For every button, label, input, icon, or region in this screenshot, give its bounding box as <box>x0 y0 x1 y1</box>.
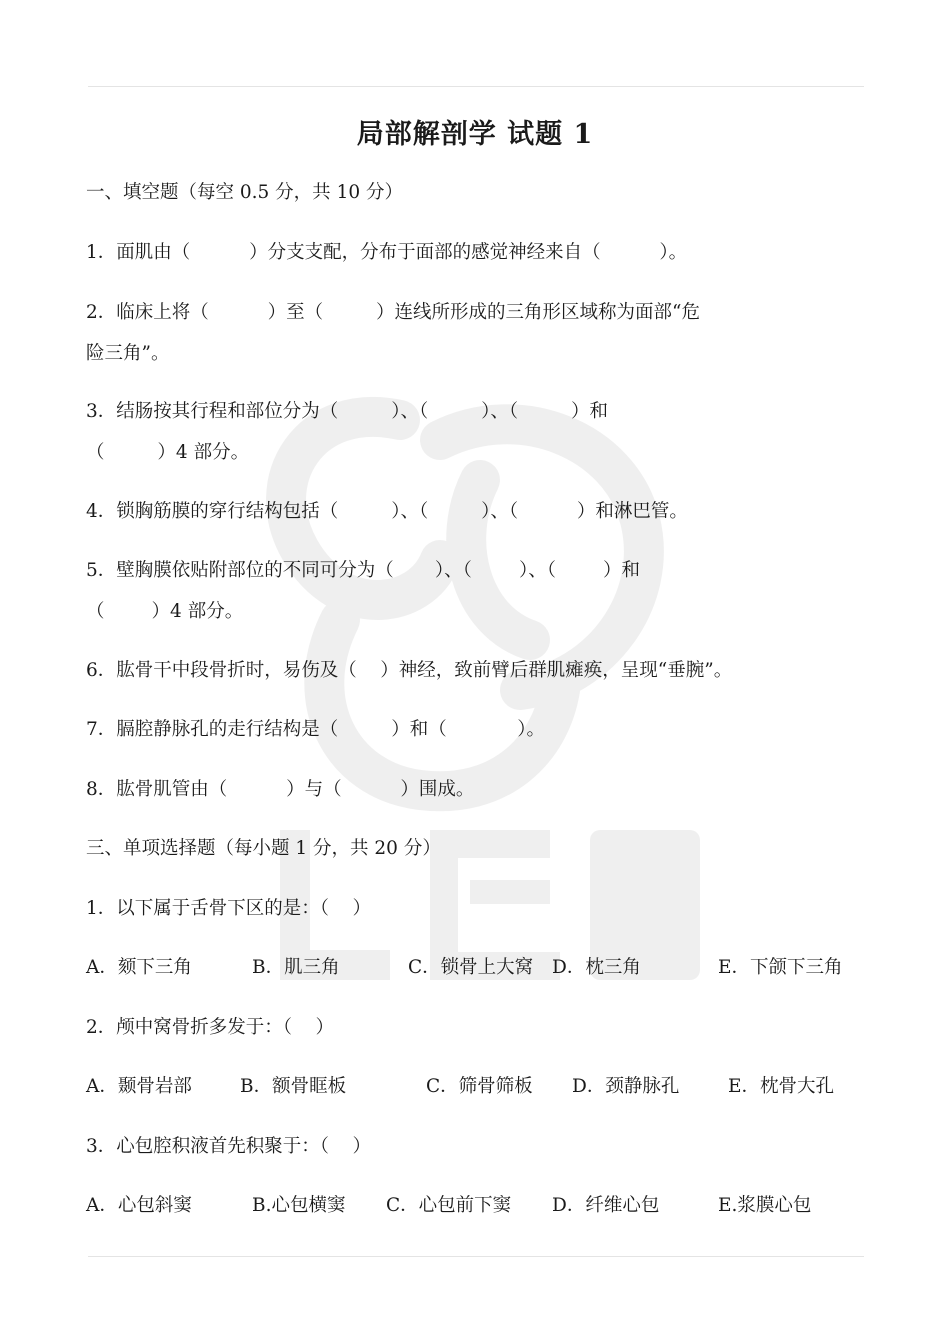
section-heading-fill-blank: 一、填空题（每空 0.5 分，共 10 分） <box>86 182 403 203</box>
choice-question-3-option-d: D．纤维心包 <box>552 1195 660 1216</box>
choice-question-1-option-d: D．枕三角 <box>552 957 641 978</box>
choice-question-3-option-c: C．心包前下窦 <box>386 1195 512 1216</box>
bottom-divider <box>88 1256 864 1257</box>
fill-question-2-line-2: 险三角”。 <box>86 343 170 364</box>
section-heading-single-choice: 三、单项选择题（每小题 1 分，共 20 分） <box>86 838 441 859</box>
choice-question-3-stem: 3．心包腔积液首先积聚于：（ ） <box>86 1136 372 1157</box>
fill-question-7: 7．膈腔静脉孔的走行结构是（ ）和（ ）。 <box>86 719 546 740</box>
choice-question-3-option-a: A．心包斜窦 <box>86 1195 192 1216</box>
choice-question-1-option-e: E．下颌下三角 <box>718 957 843 978</box>
fill-question-4: 4．锁胸筋膜的穿行结构包括（ ）、（ ）、（ ）和淋巴管。 <box>86 501 688 522</box>
choice-question-2-stem: 2．颅中窝骨折多发于：（ ） <box>86 1017 335 1038</box>
fill-question-2-line-1: 2．临床上将（ ）至（ ）连线所形成的三角形区域称为面部“危 <box>86 302 700 323</box>
choice-question-2-option-b: B．额骨眶板 <box>240 1076 347 1097</box>
choice-question-2-option-e: E．枕骨大孔 <box>728 1076 835 1097</box>
choice-question-1-stem: 1．以下属于舌骨下区的是：（ ） <box>86 898 372 919</box>
fill-question-5-line-1: 5．壁胸膜依贴附部位的不同可分为（ ）、（ ）、（ ）和 <box>86 560 641 581</box>
choice-question-1-option-b: B．肌三角 <box>252 957 340 978</box>
fill-question-5-line-2: （ ）4 部分。 <box>86 601 244 622</box>
fill-question-3-line-1: 3．结肠按其行程和部位分为（ ）、（ ）、（ ）和 <box>86 401 609 422</box>
top-divider <box>88 86 864 87</box>
fill-question-3-line-2: （ ）4 部分。 <box>86 442 250 463</box>
fill-question-1: 1．面肌由（ ）分支支配，分布于面部的感觉神经来自（ ）。 <box>86 242 688 263</box>
page-title: 局部解剖学 试题 1 <box>356 119 594 150</box>
choice-question-3-option-b: B.心包横窦 <box>252 1195 346 1216</box>
choice-question-1-option-c: C．锁骨上大窝 <box>408 957 534 978</box>
fill-question-6: 6．肱骨干中段骨折时，易伤及（ ）神经，致前臂后群肌瘫痪，呈现“垂腕”。 <box>86 660 733 681</box>
choice-question-2-option-a: A．颞骨岩部 <box>86 1076 192 1097</box>
choice-question-2-option-c: C．筛骨筛板 <box>426 1076 533 1097</box>
choice-question-2-option-d: D．颈静脉孔 <box>572 1076 680 1097</box>
fill-question-8: 8．肱骨肌管由（ ）与（ ）围成。 <box>86 779 475 800</box>
choice-question-1-option-a: A．颏下三角 <box>86 957 192 978</box>
choice-question-3-option-e: E.浆膜心包 <box>718 1195 812 1216</box>
